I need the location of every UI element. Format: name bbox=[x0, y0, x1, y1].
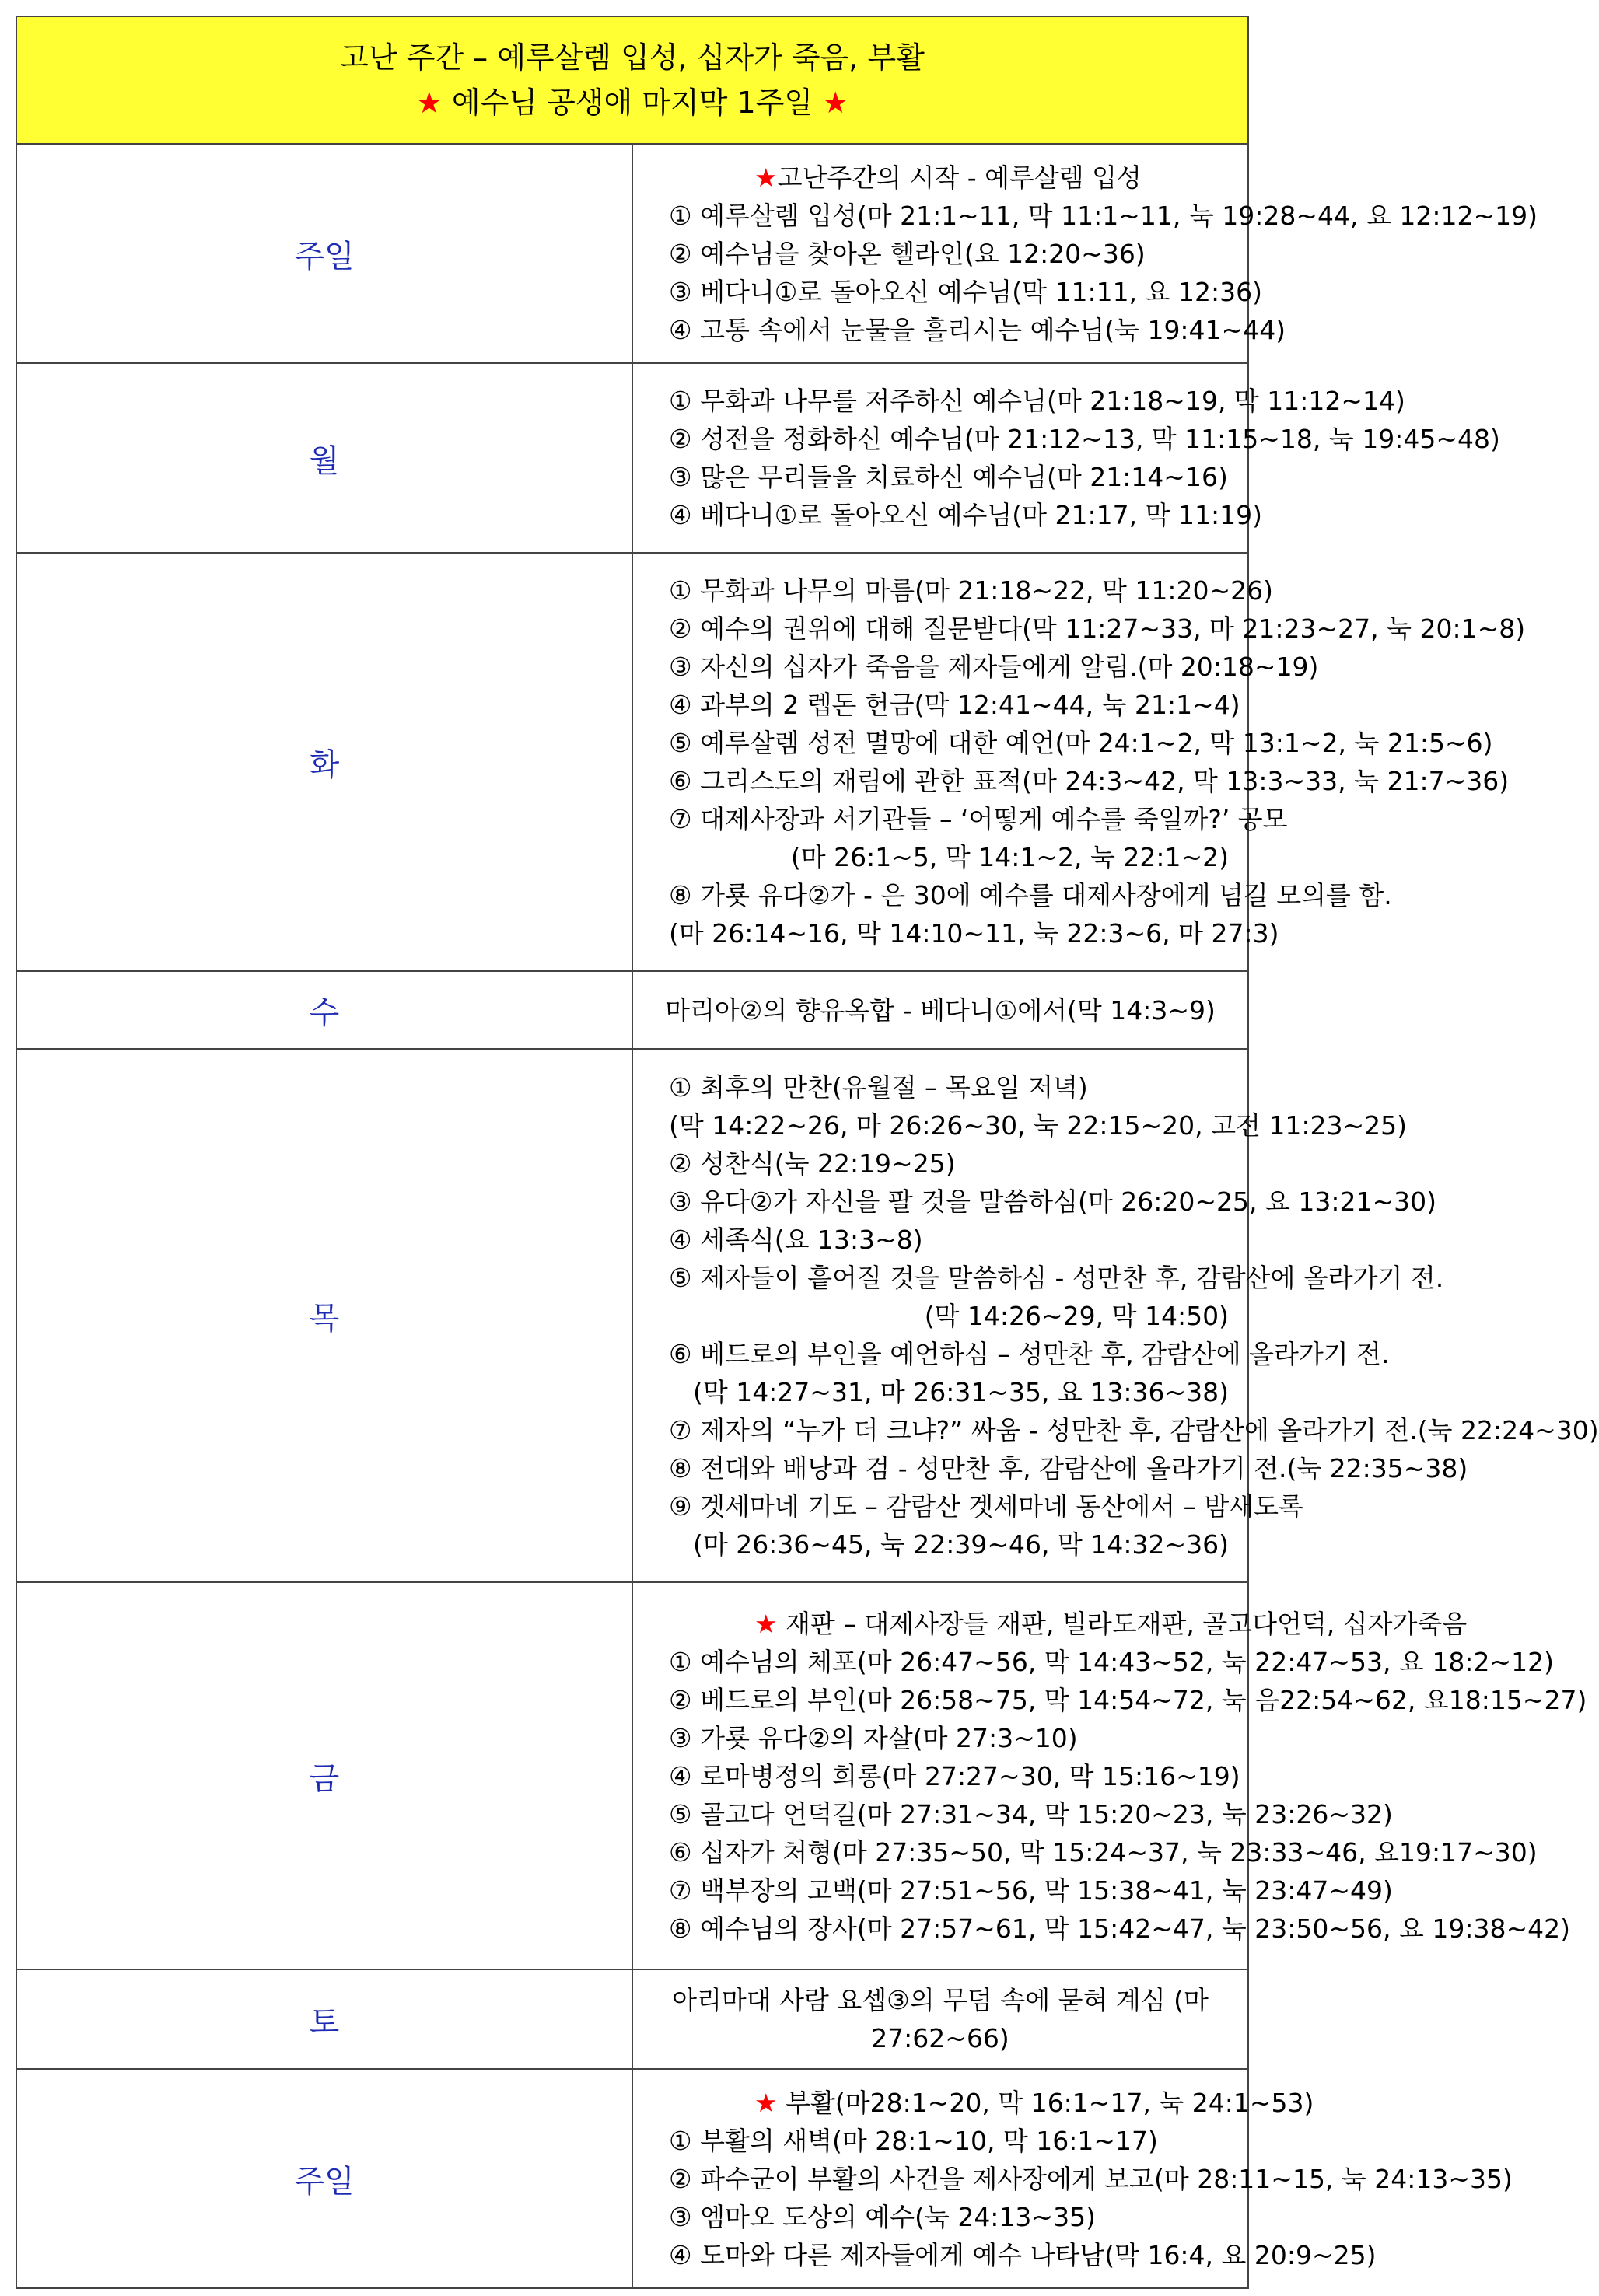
day-row-thursday bbox=[16, 1049, 1248, 1582]
reference-line: (막 14:27~31, 마 26:31~35, 요 13:36~38) bbox=[692, 1376, 1229, 1407]
event-line: ① 무화과 나무의 마름(마 21:18~22, 막 11:20~26) bbox=[669, 575, 1274, 606]
event-line: ② 성찬식(눅 22:19~25) bbox=[669, 1148, 956, 1179]
event-line: ② 성전을 정화하신 예수님(마 21:12~13, 막 11:15~18, 눅 19:45~48) bbox=[669, 424, 1500, 454]
section-heading: ★ 재판 – 대제사장들 재판, 빌라도재판, 골고다언덕, 십자가죽음 bbox=[754, 1608, 1468, 1639]
event-line: ④ 베다니①로 돌아오신 예수님(마 21:17, 막 11:19) bbox=[669, 500, 1262, 530]
event-line: ⑧ 예수님의 장사(마 27:57~61, 막 15:42~47, 눅 23:50~56, 요 19:38~42) bbox=[669, 1913, 1570, 1944]
event-line: ① 무화과 나무를 저주하신 예수님(마 21:18~19, 막 11:12~14) bbox=[669, 386, 1405, 416]
reference-line: (마 26:36~45, 눅 22:39~46, 막 14:32~36) bbox=[692, 1529, 1229, 1560]
event-line: ④ 과부의 2 렙돈 헌금(막 12:41~44, 눅 21:1~4) bbox=[669, 690, 1240, 720]
event-line: ⑥ 베드로의 부인을 예언하심 – 성만찬 후, 감람산에 올라가기 전. bbox=[669, 1338, 1390, 1369]
event-line: ⑨ 겟세마네 기도 – 감람산 겟세마네 동산에서 – 밤새도록 bbox=[669, 1490, 1303, 1522]
day-label: 수 bbox=[16, 971, 632, 1049]
event-line: ⑦ 백부장의 고백(마 27:51~56, 막 15:38~41, 눅 23:47~49) bbox=[669, 1875, 1393, 1906]
event-line: ⑥ 그리스도의 재림에 관한 표적(마 24:3~42, 막 13:3~33, 눅 21:7~36) bbox=[669, 766, 1510, 796]
star-icon: ★ bbox=[415, 86, 443, 120]
day-label: 목 bbox=[16, 1049, 632, 1582]
event-line: ② 파수군이 부활의 사건을 제사장에게 보고(마 28:11~15, 눅 24:13~35) bbox=[669, 2163, 1513, 2194]
day-label: 월 bbox=[16, 363, 632, 553]
day-content bbox=[632, 971, 1248, 1049]
subtitle-text: 예수님 공생애 마지막 1주일 bbox=[451, 86, 813, 120]
event-line: ④ 고통 속에서 눈물을 흘리시는 예수님(눅 19:41~44) bbox=[669, 314, 1286, 345]
event-line: ⑥ 십자가 처형(마 27:35~50, 막 15:24~37, 눅 23:33~46, 요19:17~30) bbox=[669, 1836, 1538, 1868]
reference-line: (막 14:22~26, 마 26:26~30, 눅 22:15~20, 고전 11:23~25) bbox=[669, 1110, 1408, 1141]
star-icon: ★ bbox=[754, 162, 778, 193]
event-line: ③ 자신의 십자가 죽음을 제자들에게 알림.(마 20:18~19) bbox=[669, 652, 1319, 682]
day-content bbox=[632, 1969, 1248, 2069]
passion-week-table bbox=[16, 16, 1599, 2289]
event-line: ② 베드로의 부인(마 26:58~75, 막 14:54~72, 눅 음22:54~62, 요18:15~27) bbox=[669, 1684, 1587, 1715]
section-heading: ★고난주간의 시작 - 예루살렘 입성 bbox=[754, 162, 1142, 193]
day-label: 금 bbox=[16, 1582, 632, 1969]
day-row-wednesday bbox=[16, 971, 1248, 1049]
title-row bbox=[16, 16, 1248, 144]
event-line: ④ 로마병정의 희롱(마 27:27~30, 막 15:16~19) bbox=[669, 1760, 1240, 1791]
day-content bbox=[632, 363, 1500, 553]
day-content bbox=[632, 1582, 1587, 1969]
title-line-1: 고난 주간 – 예루살렘 입성, 십자가 죽음, 부활 bbox=[340, 40, 925, 75]
day-row-easter-sunday bbox=[16, 2069, 1248, 2288]
title-cell bbox=[16, 16, 1248, 144]
event-line: ① 예수님의 체포(마 26:47~56, 막 14:43~52, 눅 22:47~53, 요 18:2~12) bbox=[669, 1646, 1554, 1677]
reference-line: (마 26:1~5, 막 14:1~2, 눅 22:1~2) bbox=[790, 842, 1229, 872]
day-content bbox=[632, 553, 1526, 971]
star-icon: ★ bbox=[822, 86, 849, 120]
event-line: ③ 가룟 유다②의 자살(마 27:3~10) bbox=[669, 1722, 1078, 1753]
event-line: ④ 세족식(요 13:3~8) bbox=[669, 1224, 923, 1255]
day-content bbox=[632, 144, 1538, 363]
section-heading: ★ 부활(마28:1~20, 막 16:1~17, 눅 24:1~53) bbox=[754, 2087, 1314, 2118]
event-line: ⑤ 예루살렘 성전 멸망에 대한 예언(마 24:1~2, 막 13:1~2, 눅 21:5~6) bbox=[669, 728, 1493, 758]
event-line: ⑦ 제자의 “누가 더 크냐?” 싸움 - 성만찬 후, 감람산에 올라가기 전.(눅 22:24~30) bbox=[669, 1414, 1599, 1445]
day-row-friday bbox=[16, 1582, 1248, 1969]
day-row-tuesday bbox=[16, 553, 1248, 971]
reference-line: (막 14:26~29, 막 14:50) bbox=[924, 1300, 1229, 1331]
day-label: 토 bbox=[16, 1969, 632, 2069]
event-line: ⑤ 골고다 언덕길(마 27:31~34, 막 15:20~23, 눅 23:26~32) bbox=[669, 1798, 1393, 1829]
day-content bbox=[632, 2069, 1513, 2288]
event-line: ① 부활의 새벽(마 28:1~10, 막 16:1~17) bbox=[669, 2125, 1158, 2156]
event-line: ③ 많은 무리들을 치료하신 예수님(마 21:14~16) bbox=[669, 462, 1228, 492]
reference-line: (마 26:14~16, 막 14:10~11, 눅 22:3~6, 마 27:3) bbox=[669, 918, 1279, 949]
event-line: ⑦ 대제사장과 서기관들 – ‘어떻게 예수를 죽일까?’ 공모 bbox=[669, 804, 1288, 834]
event-line: ③ 엠마오 도상의 예수(눅 24:13~35) bbox=[669, 2201, 1096, 2232]
event-line: ② 예수님을 찾아온 헬라인(요 12:20~36) bbox=[669, 238, 1146, 269]
schedule-sheet bbox=[16, 16, 1599, 2289]
event-line: ⑧ 전대와 배낭과 검 - 성만찬 후, 감람산에 올라가기 전.(눅 22:35~38) bbox=[669, 1452, 1468, 1483]
event-line: 마리아②의 향유옥합 - 베다니①에서(막 14:3~9) bbox=[665, 994, 1216, 1026]
title-line-2 bbox=[17, 80, 1247, 125]
day-row-sunday bbox=[16, 144, 1248, 363]
day-content bbox=[632, 1049, 1599, 1582]
day-row-saturday bbox=[16, 1969, 1248, 2069]
event-line: ② 예수의 권위에 대해 질문받다(막 11:27~33, 마 21:23~27, 눅 20:1~8) bbox=[669, 613, 1526, 644]
event-line: 아리마대 사람 요셉③의 무덤 속에 묻혀 계심 (마 27:62~66) bbox=[672, 1985, 1209, 2053]
star-icon: ★ bbox=[754, 1608, 778, 1639]
event-line: ⑤ 제자들이 흩어질 것을 말씀하심 - 성만찬 후, 감람산에 올라가기 전. bbox=[669, 1262, 1444, 1293]
day-label: 주일 bbox=[16, 144, 632, 363]
star-icon: ★ bbox=[754, 2087, 778, 2118]
event-line: ① 예루살렘 입성(마 21:1~11, 막 11:1~11, 눅 19:28~44, 요 12:12~19) bbox=[669, 200, 1538, 231]
event-line: ③ 베다니①로 돌아오신 예수님(막 11:11, 요 12:36) bbox=[669, 276, 1262, 307]
event-line: ④ 도마와 다른 제자들에게 예수 나타남(막 16:4, 요 20:9~25) bbox=[669, 2239, 1377, 2270]
day-label: 화 bbox=[16, 553, 632, 971]
event-line: ⑧ 가룟 유다②가 - 은 30에 예수를 대제사장에게 넘길 모의를 함. bbox=[669, 880, 1392, 910]
event-line: ① 최후의 만찬(유월절 – 목요일 저녁) bbox=[669, 1071, 1088, 1103]
event-line: ③ 유다②가 자신을 팔 것을 말씀하심(마 26:20~25, 요 13:21~30) bbox=[669, 1186, 1436, 1217]
day-row-monday bbox=[16, 363, 1248, 553]
day-label: 주일 bbox=[16, 2069, 632, 2288]
